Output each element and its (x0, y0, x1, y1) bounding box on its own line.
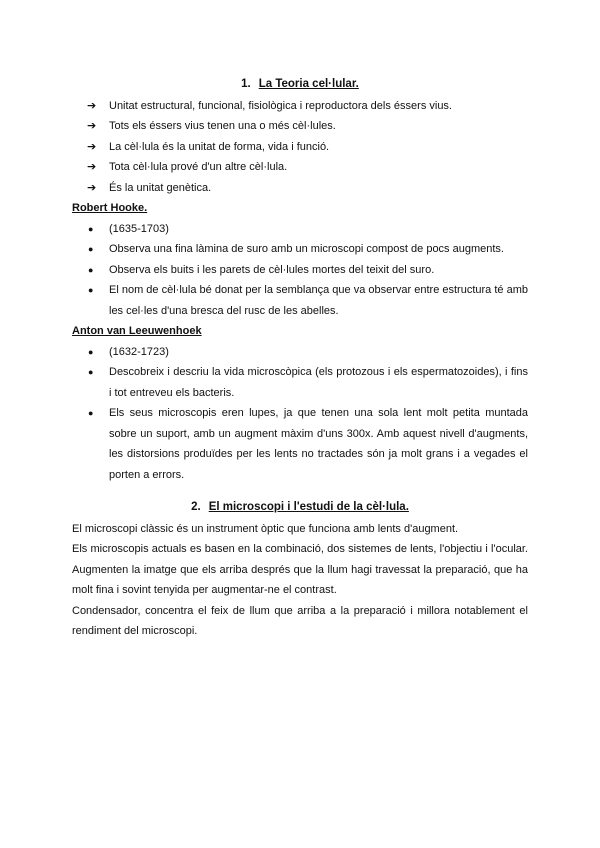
list-item (72, 137, 528, 158)
paragraph: El microscopi clàssic és un instrument òptic que funciona amb lents d'augment. (72, 522, 459, 535)
section-1-number: 1. (241, 78, 251, 90)
list-item (72, 260, 528, 281)
list-item (72, 403, 528, 485)
arrow-icon: ➔ (87, 181, 97, 194)
hooke-list (72, 219, 528, 322)
paragraph: Condensador, concentra el feix de llum que arriba a la preparació i millora notablement el rendiment del microscopi. (72, 604, 528, 637)
list-item (72, 96, 528, 117)
section-2-heading (72, 497, 528, 518)
section-1-heading (72, 74, 528, 95)
list-item-text: Unitat estructural, funcional, fisiològica i reproductora dels éssers vius. (109, 99, 452, 112)
list-item-text: La cèl·lula és la unitat de forma, vida i funció. (109, 140, 330, 153)
list-item (72, 219, 528, 240)
bullet-icon: ● (88, 346, 94, 357)
bullet-icon: ● (88, 285, 94, 295)
cell-theory-list (72, 96, 528, 199)
list-item-text: Els seus microscopis eren lupes, ja que tenen una sola lent molt petita muntada sobre un suport, amb un augment màxim d'uns 300x. Amb aquest nivell d'augments, les distorsions produïdes per les lents no tractades són ja molt grans i a vegades el porten a errors. (109, 407, 528, 481)
list-item (72, 116, 528, 137)
list-item-text: Observa una fina làmina de suro amb un microscopi compost de pocs augments. (109, 243, 504, 255)
arrow-icon: ➔ (87, 140, 97, 153)
bullet-icon: ● (88, 367, 94, 377)
leeuwenhoek-heading: Anton van Leeuwenhoek (72, 325, 202, 337)
bullet-icon: ● (88, 244, 94, 254)
list-item (72, 280, 528, 321)
bullet-icon: ● (88, 223, 94, 234)
document-page (72, 74, 528, 642)
list-item-text: Descobreix i descriu la vida microscòpica (els protozous i els espermatozoides), i fins i tot entreveu els bacteris. (109, 366, 528, 399)
list-item-text: És la unitat genètica. (109, 181, 212, 194)
section-2-title: El microscopi i l'estudi de la cèl·lula. (208, 501, 409, 513)
section-1-title: La Teoria cel·lular. (258, 78, 359, 90)
list-item (72, 342, 528, 363)
arrow-icon: ➔ (87, 120, 97, 132)
list-item-text: Tota cèl·lula prové d'un altre cèl·lula. (109, 161, 288, 173)
bullet-icon: ● (88, 408, 94, 418)
bullet-icon: ● (88, 264, 94, 275)
arrow-icon: ➔ (87, 161, 97, 173)
list-item-text: Tots els éssers vius tenen una o més cèl·lules. (109, 120, 336, 132)
paragraph: Els microscopis actuals es basen en la combinació, dos sistemes de lents, l'objectiu i l'ocular. Augmenten la imatge que els arriba després que la llum hagi travessat la preparació, que ha molt fina i sovint tenyida per augmentar-ne el contrast. (72, 543, 528, 596)
list-item (72, 239, 528, 260)
list-item (72, 178, 528, 199)
leeuwenhoek-list (72, 342, 528, 486)
list-item (72, 362, 528, 403)
list-item-text: (1632-1723) (109, 345, 169, 358)
section-2-number: 2. (191, 501, 201, 513)
arrow-icon: ➔ (87, 99, 97, 112)
list-item (72, 157, 528, 178)
list-item-text: El nom de cèl·lula bé donat per la semblança que va observar entre estructura té amb les cel·les d'una bresca del rusc de les abelles. (109, 284, 528, 317)
section-spacer (72, 485, 528, 497)
list-item-text: Observa els buits i les parets de cèl·lules mortes del teixit del suro. (109, 263, 435, 276)
hooke-heading: Robert Hooke. (72, 202, 148, 214)
list-item-text: (1635-1703) (109, 222, 169, 235)
